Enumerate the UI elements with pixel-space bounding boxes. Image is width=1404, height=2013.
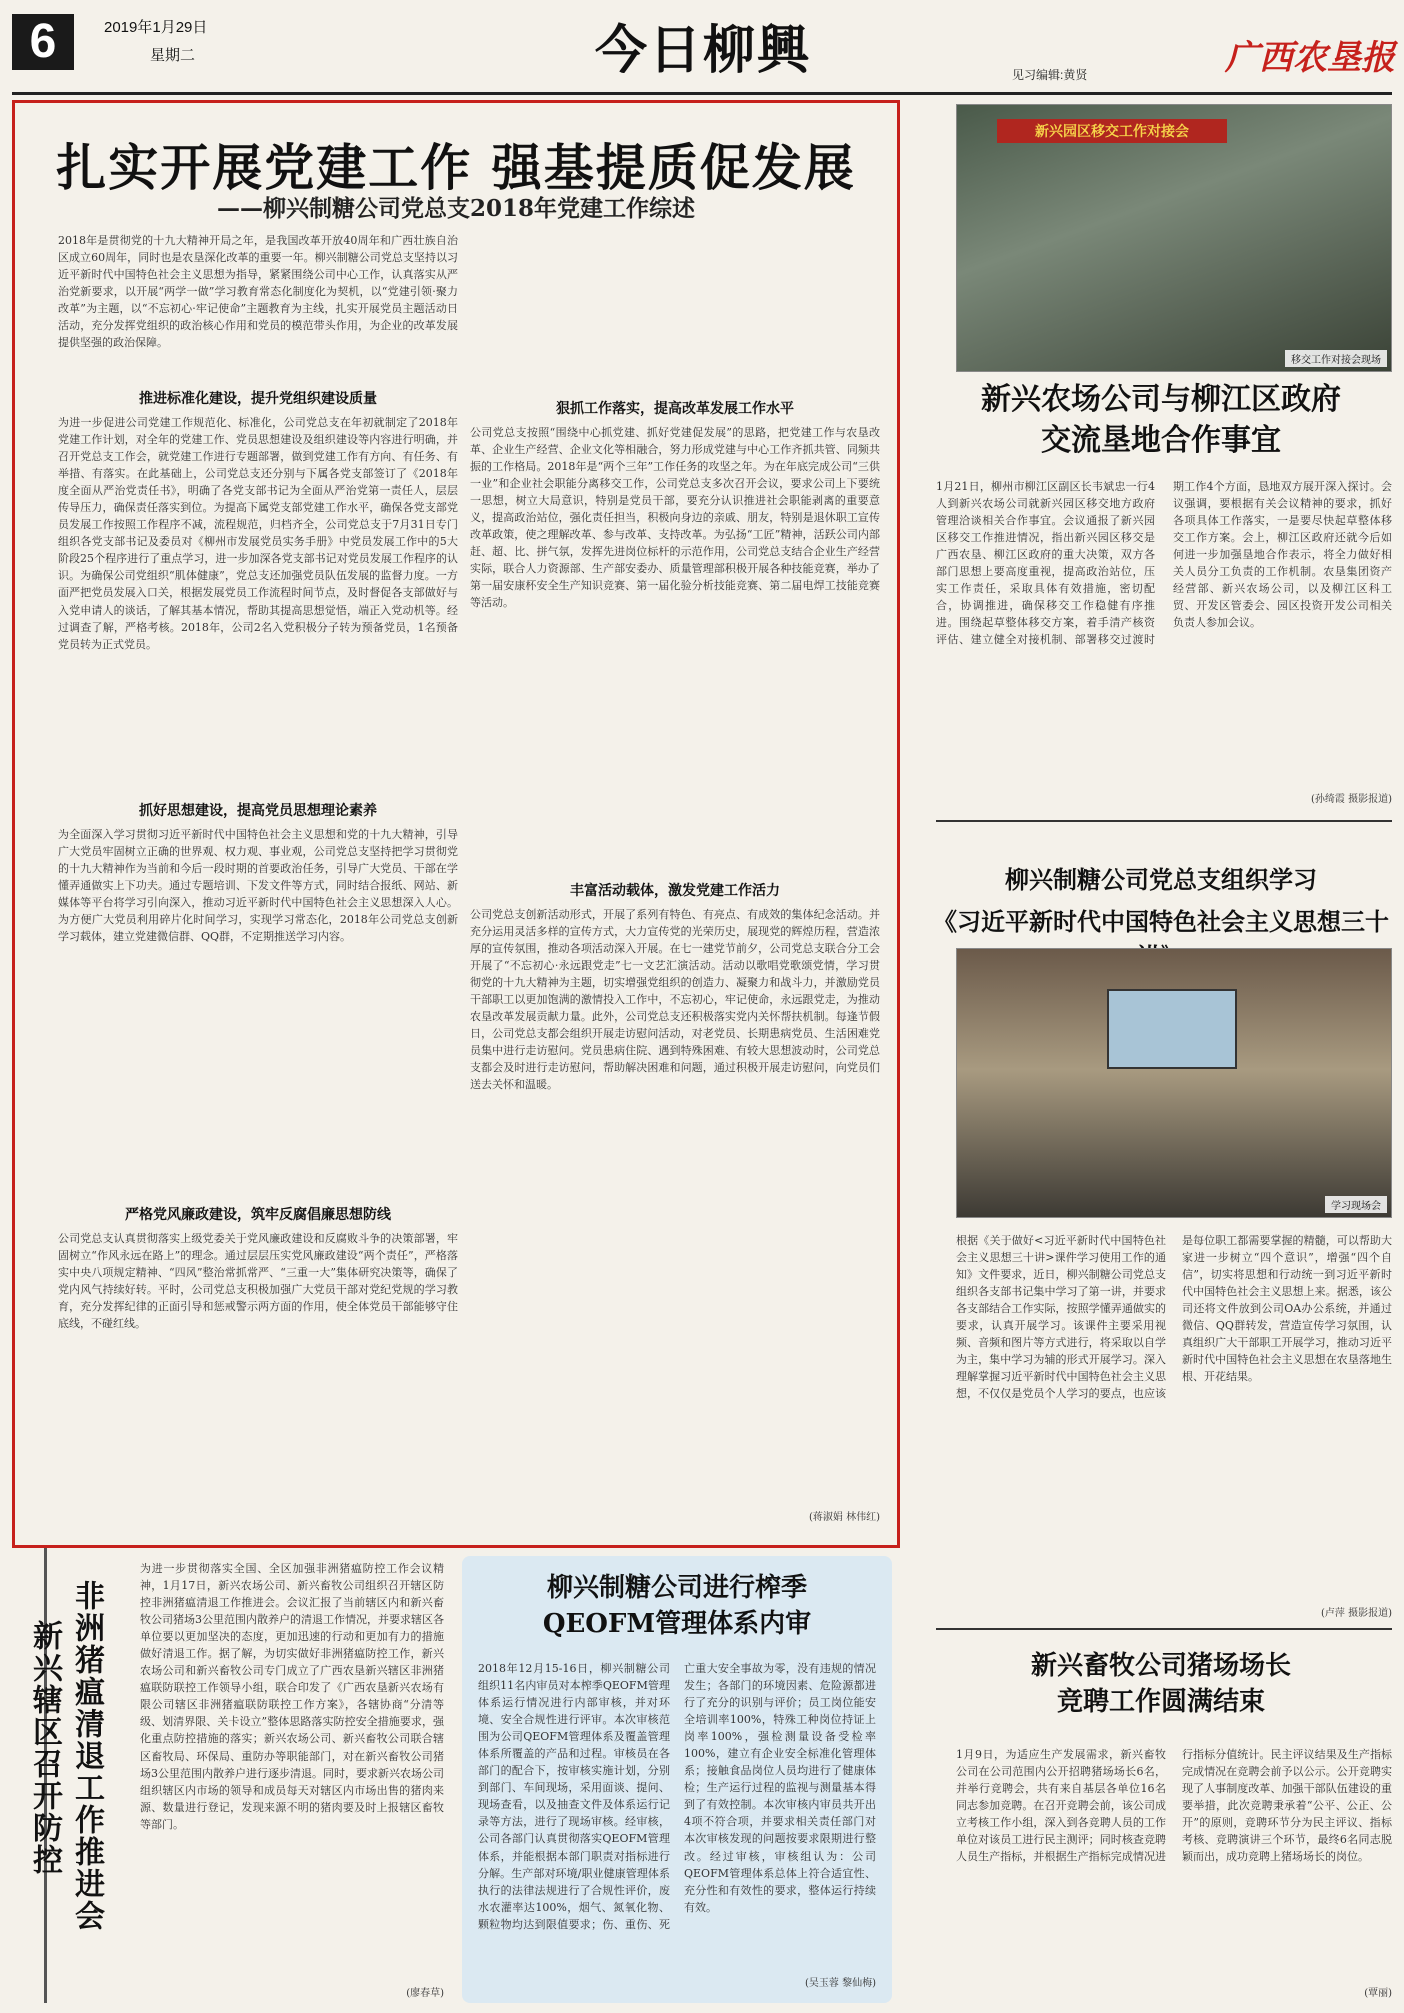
section-masthead: 今日柳興 (595, 20, 812, 81)
section-heading: 抓好思想建设，提高党员思想理论素养 (139, 803, 377, 819)
section-body: 公司党总支创新活动形式，开展了系列有特色、有亮点、有成效的集体纪念活动。并充分运用灵活多样的宣传方式，大力宣传党的光荣历史，展现党的辉煌历程，营造浓厚的宣传氛围，推动各项活动深入开展。在七一建党节前夕，公司党总支联合分工会开展了“不忘初心·永远跟党走”七一文艺汇演活动。活动以歌唱党歌颂党情，学习贯彻党的十九大精神为主题，切实增强党组织的创造力、凝聚力和战斗力，并激励党员干部职工以更加饱满的激情投入工作中，不忘初心，牢记使命，永远跟党走，为推动农垦改革发展贡献力量。此外，公司党总支还积极落实党内关怀帮扶机制。每逢节假日，公司党总支都会组织开展走访慰问活动，对老党员、长期患病党员、生活困难党员集中进行走访慰问。党员患病住院、遇到特殊困难、有较大思想波动时，公司党总支都会及时进行走访慰问，帮助解决困难和问题，通过积极开展走访慰问，向党员们送去关怀和温暖。 (470, 908, 880, 1092)
section-body: 公司党总支按照“围绕中心抓党建、抓好党建促发展”的思路，把党建工作与农垦改革、企业生产经营、企业文化等相融合，努力形成党建与中心工作齐抓共管、同频共振的工作格局。2018年是“两个三年”工作任务的攻坚之年。为在年底完成公司“三供一业”和企业社会职能分离移交工作，公司党总支多次召开会议，要求公司上下要统一思想，树立大局意识，特别是党员干部，要充分认识推进社会职能剥离的重要意义，提高政治站位，强化责任担当，积极向身边的亲戚、朋友，特别是退休职工宣传改革政策，使之理解改革、参与改革、支持改革。为弘扬“工匠”精神，活跃公司内部赶、超、比、拼气氛，发挥先进岗位标杆的示范作用，公司党总支结合企业生产经营实际，联合人力资源部、生产部安委办、质量管理部积极开展各种技能竞赛，举办了第一届安康杯安全生产知识竞赛、第一届化验分析技能竞赛、第二届电焊工技能竞赛等活动。 (470, 426, 880, 610)
section-body: 公司党总支认真贯彻落实上级党委关于党风廉政建设和反腐败斗争的决策部署，牢固树立“作风永远在路上”的理念。通过层层压实党风廉政建设“两个责任”，严格落实中央八项规定精神、“四风”整治常抓常严、“三重一大”集体研究决策等，确保了党内风气持续好转。平时，公司党总支积极加强广大党员干部对党纪党规的学习教育，充分发挥纪律的正面引导和惩戒警示两方面的作用，使全体党员干部能够守住底线，不碰红线。 (58, 1232, 458, 1331)
projection-screen (1107, 989, 1237, 1069)
meeting-photo (956, 104, 1392, 372)
photo-caption: 移交工作对接会现场 (1285, 350, 1387, 367)
newspaper-brand-logo: 广西农垦报 (1225, 38, 1395, 78)
editor-credit: 见习编辑:黄贤 (1012, 68, 1088, 82)
article-title (470, 1570, 884, 1643)
photo-banner: 新兴园区移交工作对接会 (997, 119, 1227, 143)
article-title-line: 交流垦地合作事宜 (1041, 422, 1281, 458)
article-title (930, 1648, 1392, 1721)
issue-weekday: 星期二 (150, 47, 196, 64)
divider (936, 1628, 1392, 1630)
study-meeting-photo (956, 948, 1392, 1218)
article-title: 《习近平新时代中国特色社会主义思想三十 (933, 907, 1389, 936)
article-body: 根据《关于做好<习近平新时代中国特色社会主义思想三十讲>课件学习使用工作的通知》文件要求，近日，柳兴制糖公司党总支组织各支部书记集中学习了第一讲，并要求各支部结合工作实际，按照学懂弄通做实的要求，认真开展学习。该课件主要采用视频、音频和图片等方式进行，将采取以自学为主，集中学习为辅的形式开展学习。深入理解掌握习近平新时代中国特色社会主义思想，不仅仅是党员个人学习的要点，也应该是每位职工都需要掌握的精髓，可以帮助大家进一步树立“四个意识”，增强“四个自信”，切实将思想和行动统一到习近平新时代中国特色社会主义思想上来。据悉，该公司还将文件放到公司OA办公系统，并通过微信、QQ群转发，营造宣传学习氛围，认真组织广大干部职工开展学习，推动习近平新时代中国特色社会主义思想在农垦落地生根、开花结果。 (956, 1234, 1392, 1401)
article-title-line: 柳兴制糖公司进行榨季 (546, 1573, 807, 1603)
article-body: 为进一步贯彻落实全国、全区加强非洲猪瘟防控工作会议精神，1月17日，新兴农场公司、新兴畜牧公司组织召开辖区防控非洲猪瘟清退工作推进会。会议汇报了当前辖区内和新兴畜牧公司猪场3公里范围内散养户的清退工作情况，并要求辖区各单位要以更加坚决的态度，更加迅速的行动和更加有力的措施做好清退工作。据了解，为切实做好非洲猪瘟防控工作，新兴农场公司和新兴畜牧公司专门成立了广西农垦新兴辖区非洲猪瘟联防联控工作领导小组，联合印发了《广西农垦新兴农场有限公司辖区非洲猪瘟联防联控工作方案》，各辖协商“分清等级、划清界限、关卡设立”整体思路落实防控安全措施要求，强化重点防控措施的落实；新兴农场公司、新兴畜牧公司联合辖区畜牧局、环保局、重防办等职能部门，对在新兴畜牧公司猪场3公里范围内散养户进行逐步清退。同时，要求新兴农场公司组织辖区内市场的领导和成员每天对辖区内市场出售的猪肉来源、数量进行登记，发现来源不明的猪肉要及时上报辖区畜牧等部门。 (140, 1562, 444, 1831)
section-heading: 严格党风廉政建设，筑牢反腐倡廉思想防线 (125, 1207, 391, 1223)
article-credit: (孙绮霞 摄影报道) (1311, 794, 1392, 805)
lead-intro: 2018年是贯彻党的十九大精神开局之年，是我国改革开放40周年和广西壮族自治区成立60周年，同时也是农垦深化改革的重要一年。柳兴制糖公司党总支坚持以习近平新时代中国特色社会主义思想为指导，紧紧围绕公司中心工作，认真落实从严治党新要求，以开展“两学一做”学习教育常态化制度化为契机，以“党建引领·聚力改革”为主题，以“不忘初心·牢记使命”主题教育为主线，扎实开展党员主题活动日活动，充分发挥党组织的政治核心作用和党员的模范带头作用，为企业的改革发展提供坚强的政治保障。 (58, 234, 458, 350)
article-body: 1月9日，为适应生产发展需求，新兴畜牧公司在公司范围内公开招聘猪场场长6名，并举行竞聘会，共有来自基层各单位16名同志参加竞聘。在召开竞聘会前，该公司成立考核工作小组，深入到各竞聘人员的工作单位对该员工进行民主测评；同时核查竞聘人员生产指标，并根据生产指标完成情况进行指标分值统计。民主评议结果及生产指标完成情况在竞聘会前予以公示。公开竞聘实现了人事制度改革、加强干部队伍建设的重要举措，此次竞聘秉承着“公平、公正、公开”的原则，竞聘环节分为民主评议、指标考核、竞聘演讲三个环节，最终6名同志脱颖而出，成功竞聘上猪场场长的岗位。 (956, 1748, 1392, 1864)
issue-date: 2019年1月29日 (104, 19, 208, 36)
section-body: 为全面深入学习贯彻习近平新时代中国特色社会主义思想和党的十九大精神，引导广大党员牢固树立正确的世界观、权力观、事业观，公司党总支坚持把学习贯彻党的十九大精神作为当前和今后一段时期的首要政治任务，引导广大党员、干部在学懂弄通做实上下功夫。通过专题培训、下发文件等方式，同时结合报纸、网站、新媒体等平台将学习引向深入，推动习近平新时代中国特色社会主义思想深入人心。为方便广大党员利用碎片化时间学习，实现学习常态化，2018年公司党总支创新学习载体，建立党建微信群、QQ群，不定期推送学习内容。 (58, 828, 458, 944)
article-body: 1月21日，柳州市柳江区副区长韦斌忠一行4人到新兴农场公司就新兴园区移交地方政府管理洽谈相关合作事宜。会议通报了新兴园区移交工作推进情况，指出新兴园区移交是广西农垦、柳江区政府的重大决策，双方各部门思想上要高度重视，提高政治站位，压实工作责任，采取具体有效措施，密切配合，协调推进，确保移交工作稳健有序推进。围绕起草整体移交方案，着手清产核资评估、建立健全对接机制、部署移交过渡时期工作4个方面，恳地双方展开深入探讨。会议强调，要根据有关会议精神的要求，抓好各项具体工作落实，一是要尽快起草整体移交工作方案。会上，柳江区政府还就今后如何进一步加强垦地合作表示，将全力做好相关人员分工负责的工作机制。农垦集团资产经营部、新兴农场公司，以及柳江区科工贸、开发区管委会、园区投资开发公司相关负责人参加会议。 (936, 480, 1392, 647)
article-title-line: 竞聘工作圆满结束 (1056, 1687, 1265, 1718)
section-heading: 狠抓工作落实，提高改革发展工作水平 (556, 401, 794, 417)
article-credit: (卢萍 摄影报道) (1321, 1608, 1392, 1619)
article-title-vertical: 非洲猪瘟清退工作推进会 (69, 1580, 104, 1932)
header-rule (12, 92, 1392, 95)
section-heading: 推进标准化建设，提升党组织建设质量 (139, 391, 377, 407)
article-credit: (吴玉蓉 黎仙梅) (805, 1978, 876, 1989)
lead-article-title: 扎实开展党建工作 强基提质促发展 (56, 139, 856, 197)
article-credit: (廖春草) (406, 1988, 444, 1999)
page-number: 6 (12, 14, 74, 70)
section-heading: 丰富活动载体，激发党建工作活力 (570, 883, 780, 899)
article-title: 柳兴制糖公司党总支组织学习 (1005, 865, 1317, 894)
lead-credit: (蒋淑娟 林伟红) (809, 1512, 880, 1523)
lead-article-subtitle: ——柳兴制糖公司党总支2018年党建工作综述 (216, 195, 695, 222)
article-title (930, 380, 1392, 461)
article-title-vertical: 新兴辖区召开防控 (27, 1620, 62, 1876)
divider (936, 820, 1392, 822)
article-title-line: 新兴畜牧公司猪场场长 (1030, 1651, 1291, 1681)
article-title-line: 新兴农场公司与柳江区政府 (981, 382, 1341, 417)
article-credit: (覃丽) (1364, 1988, 1392, 1999)
article-body: 2018年12月15-16日，柳兴制糖公司组织11名内审员对本榨季QEOFM管理体系运行情况进行内部审核，并对环境、安全合规性进行评审。本次审核范围为公司QEOFM管理体系及覆盖管理体系所覆盖的产品和过程。审核员在各部门的配合下，按审核实施计划，分别到部门、车间现场，采用面谈、提问、现场查看，以及抽查文件及体系运行记录等方法，进行了现场审核。经审核，公司各部门认真贯彻落实QEOFM管理体系，并能根据本部门职责对指标进行分解。生产部对环境/职业健康管理体系执行的法律法规进行了合规性评价，废水农灌率达100%，烟气、氮氧化物、颗粒物均达到限值要求；伤、重伤、死亡重大安全事故为零，没有违规的情况发生；各部门的环境因素、危险源都进行了充分的识别与评价；员工岗位能安全培训率100%，特殊工种岗位持证上岗率100%，强检测量设备受检率100%，建立有企业安全标准化管理体系；接触食品岗位人员均进行了健康体检；生产运行过程的监视与测量基本得到了有效控制。本次审核内审员共开出4项不符合项，并要求相关责任部门对本次审核发现的问题按要求限期进行整改。经过审核，审核组认为：公司QEOFM管理体系总体上符合适宜性、充分性和有效性的要求，整体运行持续有效。 (478, 1662, 876, 1931)
section-body: 为进一步促进公司党建工作规范化、标准化，公司党总支在年初就制定了2018年党建工作计划，对全年的党建工作、党员思想建设及组织建设等内容进行明确，并召开党总支工作会，就党建工作进行专题部署，做到党建工作有方向、有任务、有举措、有落实。在此基础上，公司党总支还分别与下属各党支部签订了《2018年度全面从严治党责任书》，明确了各党支部书记为全面从严治党第一责任人，层层传导压力，确保责任落实到位。为提高下属党支部党建工作水平，确保各党支部党员发展工作按照工作程序不减，流程规范，归档齐全，公司党总支于7月31日专门组织各党支部书记及委员对《柳州市发展党员实务手册》中党员发展工作中的5大阶段25个程序进行了重点学习，进一步加深各党支部书记对党员发展工作程序的认识。为确保公司党组织“肌体健康”，党总支还加强党员队伍发展的监督力度。一方面严把党员发展入口关，根据发展党员工作流程时间节点，及时督促各支部做好与入党申请人的谈话，了解其基本情况，帮助其提高思想觉悟，端正入党动机等。经过调查了解，严格考核。2018年，公司2名入党积极分子转为预备党员，1名预备党员转为正式党员。 (58, 416, 458, 651)
article-title-line: QEOFM管理体系内审 (542, 1609, 812, 1640)
photo-caption: 学习现场会 (1325, 1196, 1387, 1213)
